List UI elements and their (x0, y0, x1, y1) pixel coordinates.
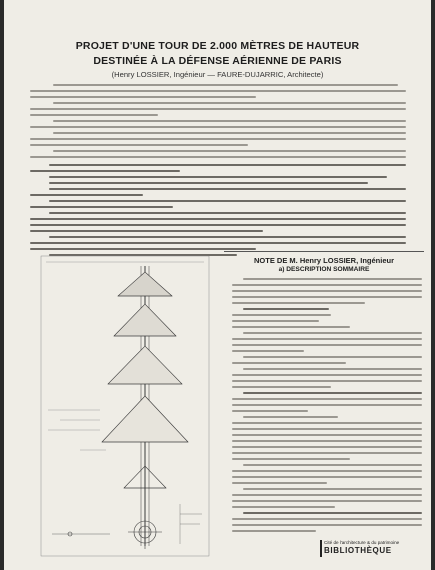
archive-stamp-library: BIBLIOTHÈQUE (324, 546, 392, 555)
archive-stamp (324, 540, 426, 555)
document-page (4, 0, 431, 570)
note-body (232, 278, 422, 536)
byline: (Henry LOSSIER, Ingénieur — FAURE-DUJARRIC, Architecte) (111, 70, 324, 79)
bold-paragraph (30, 164, 406, 170)
note-subtitle: a) DESCRIPTION SOMMAIRE (278, 266, 370, 273)
title-line-2: DESTINÉE À LA DÉFENSE AÉRIENNE DE PARIS (93, 55, 342, 67)
bold-paragraph (30, 206, 406, 212)
bold-paragraph (30, 199, 406, 205)
tower-elevation-drawing (40, 254, 210, 558)
stamp-bar (320, 540, 322, 557)
intro-paragraphs (30, 84, 406, 162)
title-line-1: PROJET D'UNE TOUR DE 2.000 MÈTRES DE HAUTEUR (75, 40, 360, 52)
section-rule (224, 251, 424, 252)
bold-paragraph (30, 178, 406, 184)
note-title: NOTE DE M. Henry LOSSIER, Ingénieur (253, 256, 395, 265)
archive-stamp-institution: Cité de l'architecture & du patrimoine (324, 540, 400, 545)
note-heading (224, 256, 424, 274)
bold-paragraph (30, 213, 406, 219)
bold-paragraph (30, 185, 406, 191)
bold-paragraph (30, 171, 406, 177)
bold-paragraph (30, 192, 406, 198)
